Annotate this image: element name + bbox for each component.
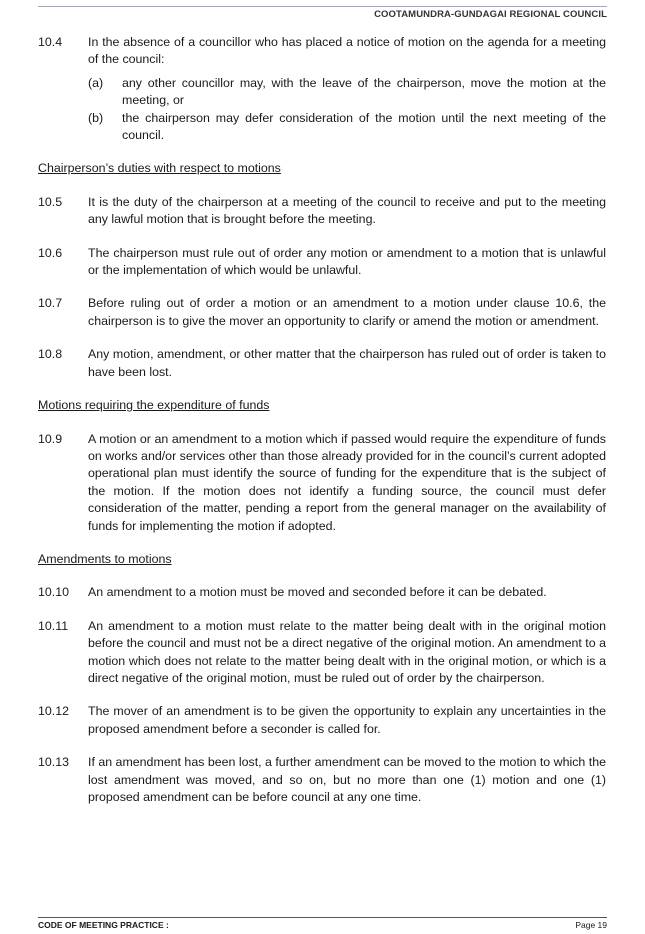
clause-number: 10.9 [38, 431, 63, 446]
clause-text: The mover of an amendment is to be given the opportunity to explain any uncertainties in the proposed amendment before a seconder is called for. [88, 704, 606, 736]
clause-10-7 [38, 295, 606, 330]
clause-10-6 [38, 245, 606, 280]
clause-text: It is the duty of the chairperson at a meeting of the council to receive and put to the meeting any lawful motion that is brought before the meeting. [88, 194, 606, 227]
footer-rule [38, 917, 607, 918]
clause-number: 10.13 [38, 755, 70, 770]
clause-text: An amendment to a motion must be moved and seconded before it can be debated. [88, 585, 547, 600]
clause-text: The chairperson must rule out of order any motion or amendment to a motion that is unlawful or the implementation of which would be unlawful. [88, 245, 606, 278]
footer-document-title: CODE OF MEETING PRACTICE : [38, 920, 169, 930]
clause-text: If an amendment has been lost, a further amendment can be moved to the motion to which the lost amendment was moved, and so on, but no more than one (1) motion and one (1) proposed amendment can be before council at any one time. [88, 755, 606, 804]
clause-text: An amendment to a motion must relate to the matter being dealt with in the original motion before the council and must not be a direct negative of the original motion. An amendment to a motion which does not relate to the matter being dealt with in the original motion, or which is a direct negative of the original motion, must be ruled out of order by the chairperson. [88, 618, 606, 685]
clause-10-4 [38, 34, 606, 144]
clause-10-9 [38, 431, 606, 535]
clause-number: 10.10 [38, 585, 70, 600]
footer-page-number: Page 19 [575, 920, 607, 930]
clause-10-13 [38, 754, 606, 806]
clause-text: Before ruling out of order a motion or an amendment to a motion under clause 10.6, the chairperson is to give the mover an opportunity to clarify or amend the motion or amendment. [88, 296, 606, 328]
section-heading-amendments: Amendments to motions [38, 551, 172, 566]
clause-number: 10.6 [38, 245, 63, 260]
clause-10-12 [38, 703, 606, 738]
clause-10-11 [38, 618, 606, 688]
clause-text: In the absence of a councillor who has placed a notice of motion on the agenda for a meeting of the council: [88, 35, 606, 67]
header-org-name: COOTAMUNDRA-GUNDAGAI REGIONAL COUNCIL [374, 9, 607, 20]
clause-number: 10.7 [38, 296, 63, 311]
sub-clause-a [88, 75, 606, 110]
clause-text: Any motion, amendment, or other matter that the chairperson has ruled out of order is taken to have been lost. [88, 347, 606, 379]
clause-number: 10.8 [38, 347, 63, 362]
sub-clause-letter: (a) [88, 75, 104, 90]
sub-clause-letter: (b) [88, 110, 104, 125]
clause-number: 10.11 [38, 618, 69, 633]
sub-clause-b [88, 110, 606, 145]
document-body [38, 34, 606, 822]
clause-text: A motion or an amendment to a motion which if passed would require the expenditure of funds on works and/or services other than those already provided for in the council’s current adopted operational plan must identify the source of funding for the expenditure that is the subject of the motion. If the motion does not identify a funding source, the council must defer consideration of the matter, pending a report from the general manager on the availability of funds for implementing the motion if adopted. [88, 431, 606, 533]
header-rule [38, 6, 607, 7]
section-heading-chairperson-duties: Chairperson’s duties with respect to motions [38, 161, 281, 176]
clause-number: 10.5 [38, 194, 63, 209]
clause-10-10 [38, 584, 606, 601]
clause-10-5 [38, 194, 606, 229]
sub-clause-text: any other councillor may, with the leave of the chairperson, move the motion at the meeting, or [122, 75, 606, 108]
clause-number: 10.12 [38, 704, 70, 719]
section-heading-expenditure: Motions requiring the expenditure of funds [38, 398, 270, 413]
clause-number: 10.4 [38, 35, 63, 49]
clause-10-8 [38, 346, 606, 381]
sub-clause-text: the chairperson may defer consideration of the motion until the next meeting of the council. [122, 110, 606, 143]
